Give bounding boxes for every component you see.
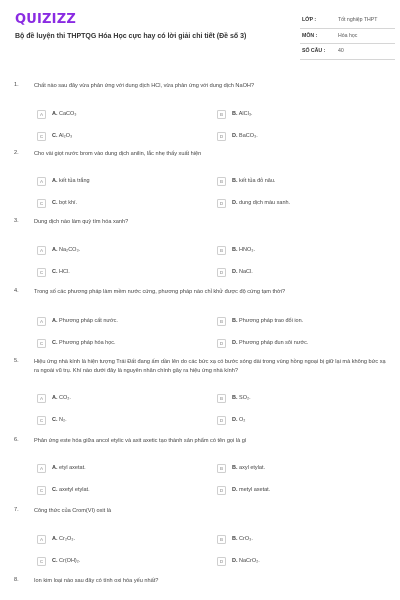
option-text: Na₂CO₃. — [59, 247, 81, 253]
meta-value: 40 — [338, 48, 344, 54]
option-text: kết tủa đỏ nâu. — [239, 178, 276, 184]
option-text: Phương pháp trao đổi ion. — [239, 318, 304, 324]
answer-option-c[interactable] — [37, 198, 187, 210]
option-text: Phương pháp hóa học. — [59, 340, 116, 346]
answer-option-d[interactable] — [217, 338, 367, 350]
option-label — [232, 340, 308, 346]
question-text: Trong số các phương pháp làm mềm nước cứng, phương pháp nào chỉ khử được độ cứng tạm thời? — [34, 289, 286, 295]
option-label — [232, 395, 251, 401]
option-label — [232, 417, 245, 423]
meta-row-class — [300, 13, 395, 29]
option-letter-box: B — [217, 317, 226, 326]
option-text: NaCrO₂. — [239, 558, 260, 564]
meta-row-count — [300, 44, 395, 60]
answer-option-a[interactable] — [37, 245, 187, 257]
question-number: 7. — [14, 507, 19, 513]
option-key: B. — [232, 178, 238, 184]
option-label — [52, 465, 86, 471]
option-text: Al₂O₃ — [58, 133, 73, 139]
option-label — [52, 340, 116, 346]
option-label — [232, 269, 253, 275]
option-text: SO₂. — [239, 395, 251, 401]
question-number: 5. — [14, 358, 19, 364]
document-header — [0, 0, 400, 72]
meta-key: MÔN : — [302, 32, 318, 39]
option-letter-box: A — [37, 394, 46, 403]
option-letter-box: C — [37, 339, 46, 348]
option-key: B. — [232, 247, 238, 253]
option-text: Cr(OH)₂. — [59, 558, 81, 564]
option-text: AlCl₃. — [238, 111, 253, 117]
option-label — [232, 318, 303, 324]
option-label — [52, 487, 90, 493]
answer-option-a[interactable] — [37, 393, 187, 405]
option-label — [52, 247, 80, 253]
option-key: B. — [232, 465, 238, 471]
question-number: 4. — [14, 288, 19, 294]
option-letter-box: D — [217, 199, 226, 208]
option-letter-box: B — [217, 464, 226, 473]
option-text: NaCl. — [239, 269, 253, 275]
option-text: Phương pháp cất nước. — [59, 318, 118, 324]
option-label — [232, 536, 253, 542]
answer-option-a[interactable] — [37, 534, 187, 546]
answer-option-d[interactable] — [217, 131, 367, 143]
question-number: 1. — [14, 82, 19, 88]
option-key: B. — [232, 111, 238, 117]
option-key: B. — [232, 536, 238, 542]
option-letter-box: B — [217, 246, 226, 255]
option-key: C. — [52, 558, 58, 564]
option-key: A. — [52, 178, 58, 184]
option-key: D. — [232, 558, 238, 564]
question-number: 8. — [14, 577, 19, 583]
option-text: axetyl etylat. — [59, 487, 90, 493]
option-key: C. — [52, 340, 58, 346]
option-key: D. — [232, 340, 238, 346]
meta-value: Tốt nghiệp THPT — [338, 17, 378, 23]
document-title: Bộ đề luyện thi THPTQG Hóa Học cực hay có lời giải chi tiết (Đề số 3) — [15, 33, 247, 40]
option-label — [232, 178, 275, 184]
question-text: Phản ứng este hóa giữa ancol etylic và axit axetic tạo thành sản phẩm có tên gọi là gì — [34, 438, 247, 444]
answer-option-d[interactable] — [217, 485, 367, 497]
option-letter-box: D — [217, 268, 226, 277]
option-letter-box: B — [217, 110, 226, 119]
option-letter-box: A — [37, 246, 46, 255]
answer-option-b[interactable] — [217, 393, 367, 405]
option-label — [52, 269, 70, 275]
option-text: HNO₃. — [239, 247, 256, 253]
option-text: CaCO₃ — [59, 111, 77, 117]
option-text: BaCO₃. — [239, 133, 258, 139]
option-key: C. — [52, 133, 58, 139]
option-letter-box: C — [37, 268, 46, 277]
option-letter-box: A — [37, 177, 46, 186]
option-letter-box: D — [217, 557, 226, 566]
option-key: A. — [52, 318, 58, 324]
option-letter-box: B — [217, 177, 226, 186]
meta-key: SỐ CÂU : — [302, 48, 326, 54]
option-label — [232, 133, 258, 139]
option-text: O₂ — [239, 417, 246, 423]
answer-option-b[interactable] — [217, 245, 367, 257]
option-key: B. — [232, 318, 238, 324]
option-key: D. — [232, 487, 238, 493]
option-text: etyl axetat. — [59, 465, 86, 471]
option-letter-box: C — [37, 199, 46, 208]
option-text: CrO₃. — [239, 536, 253, 542]
option-label — [52, 200, 77, 206]
option-letter-box: D — [217, 132, 226, 141]
option-text: N₂. — [59, 417, 67, 423]
option-key: D. — [232, 133, 238, 139]
option-key: D. — [232, 417, 238, 423]
option-letter-box: B — [217, 394, 226, 403]
option-label — [232, 465, 265, 471]
option-key: C. — [52, 417, 58, 423]
document-meta-table — [300, 13, 395, 60]
answer-option-b[interactable] — [217, 176, 367, 188]
option-key: B. — [232, 395, 238, 401]
option-letter-box: C — [37, 557, 46, 566]
option-label — [52, 111, 77, 117]
question-number: 6. — [14, 437, 19, 443]
option-text: HCl. — [59, 269, 70, 275]
option-letter-box: C — [37, 486, 46, 495]
answer-option-c[interactable] — [37, 131, 187, 143]
meta-value: Hóa học — [338, 32, 358, 39]
question-text: Cho vài giọt nước brom vào dung dịch anilin, lắc nhẹ thấy xuất hiện — [34, 151, 202, 157]
option-label — [232, 111, 253, 117]
question-text: Chất nào sau đây vừa phản ứng với dung dịch HCl, vừa phản ứng với dung dịch NaOH? — [34, 83, 255, 89]
option-text: Phương pháp đun sôi nước. — [239, 340, 309, 346]
answer-option-b[interactable] — [217, 109, 367, 121]
answer-option-c[interactable] — [37, 556, 187, 568]
answer-option-c[interactable] — [37, 485, 187, 497]
option-letter-box: D — [217, 416, 226, 425]
option-key: A. — [52, 465, 58, 471]
option-key: A. — [52, 111, 58, 117]
option-label — [232, 487, 270, 493]
option-text: CO₂. — [59, 395, 71, 401]
meta-row-subject — [300, 29, 395, 45]
answer-option-c[interactable] — [37, 415, 187, 427]
answer-option-c[interactable] — [37, 267, 187, 279]
question-number: 3. — [14, 218, 19, 224]
option-key: D. — [232, 269, 238, 275]
answer-option-b[interactable] — [217, 534, 367, 546]
option-label — [232, 200, 290, 206]
question-text: Dung dịch nào làm quỳ tím hóa xanh? — [34, 219, 129, 225]
option-text: kết tủa trắng — [59, 178, 90, 184]
option-text: axyl etylat. — [239, 465, 266, 471]
answer-option-a[interactable] — [37, 109, 187, 121]
option-label — [52, 558, 80, 564]
answer-option-a[interactable] — [37, 463, 187, 475]
option-label — [232, 558, 260, 564]
option-letter-box: C — [37, 416, 46, 425]
question-number: 2. — [14, 150, 19, 156]
question-text: Ion kim loại nào sau đây có tính oxi hóa yếu nhất? — [34, 578, 159, 584]
question-text: Hiệu ứng nhà kính là hiện tượng Trái Đất đang ấm dần lên do các bức xạ có bước sóng dài trong vùng hồng ngoại bị giữ lại mà không bức xạ ra ngoài vũ trụ. Khí nào dưới đây là nguyên nhân chính gây ra hiệu ứng nhà kính? — [34, 359, 386, 374]
option-label — [52, 318, 118, 324]
option-letter-box: A — [37, 110, 46, 119]
option-text: Cr₂O₃. — [59, 536, 76, 542]
answer-option-c[interactable] — [37, 338, 187, 350]
option-letter-box: B — [217, 535, 226, 544]
option-text: dung dịch màu xanh. — [239, 200, 291, 206]
option-letter-box: A — [37, 464, 46, 473]
option-label — [52, 417, 67, 423]
option-key: A. — [52, 247, 58, 253]
option-label — [52, 395, 71, 401]
answer-option-a[interactable] — [37, 316, 187, 328]
option-text: metyl axetat. — [239, 487, 271, 493]
option-letter-box: D — [217, 486, 226, 495]
option-label — [232, 247, 255, 253]
option-letter-box: C — [37, 132, 46, 141]
quizizz-logo: QUIZIZZ — [15, 12, 76, 27]
option-label — [52, 536, 75, 542]
option-text: bọt khí. — [59, 200, 78, 206]
answer-option-d[interactable] — [217, 556, 367, 568]
answer-option-b[interactable] — [217, 316, 367, 328]
option-letter-box: A — [37, 317, 46, 326]
answer-option-a[interactable] — [37, 176, 187, 188]
option-key: C. — [52, 487, 58, 493]
answer-option-d[interactable] — [217, 415, 367, 427]
option-key: A. — [52, 395, 58, 401]
meta-key: LỚP : — [302, 17, 317, 23]
answer-option-d[interactable] — [217, 267, 367, 279]
option-label — [52, 133, 72, 139]
question-text: Công thức của Crom(VI) oxit là — [34, 508, 112, 514]
option-label — [52, 178, 90, 184]
option-letter-box: D — [217, 339, 226, 348]
option-key: C. — [52, 269, 58, 275]
answer-option-d[interactable] — [217, 198, 367, 210]
option-key: A. — [52, 536, 58, 542]
option-key: C. — [52, 200, 58, 206]
option-letter-box: A — [37, 535, 46, 544]
option-key: D. — [232, 200, 238, 206]
answer-option-b[interactable] — [217, 463, 367, 475]
